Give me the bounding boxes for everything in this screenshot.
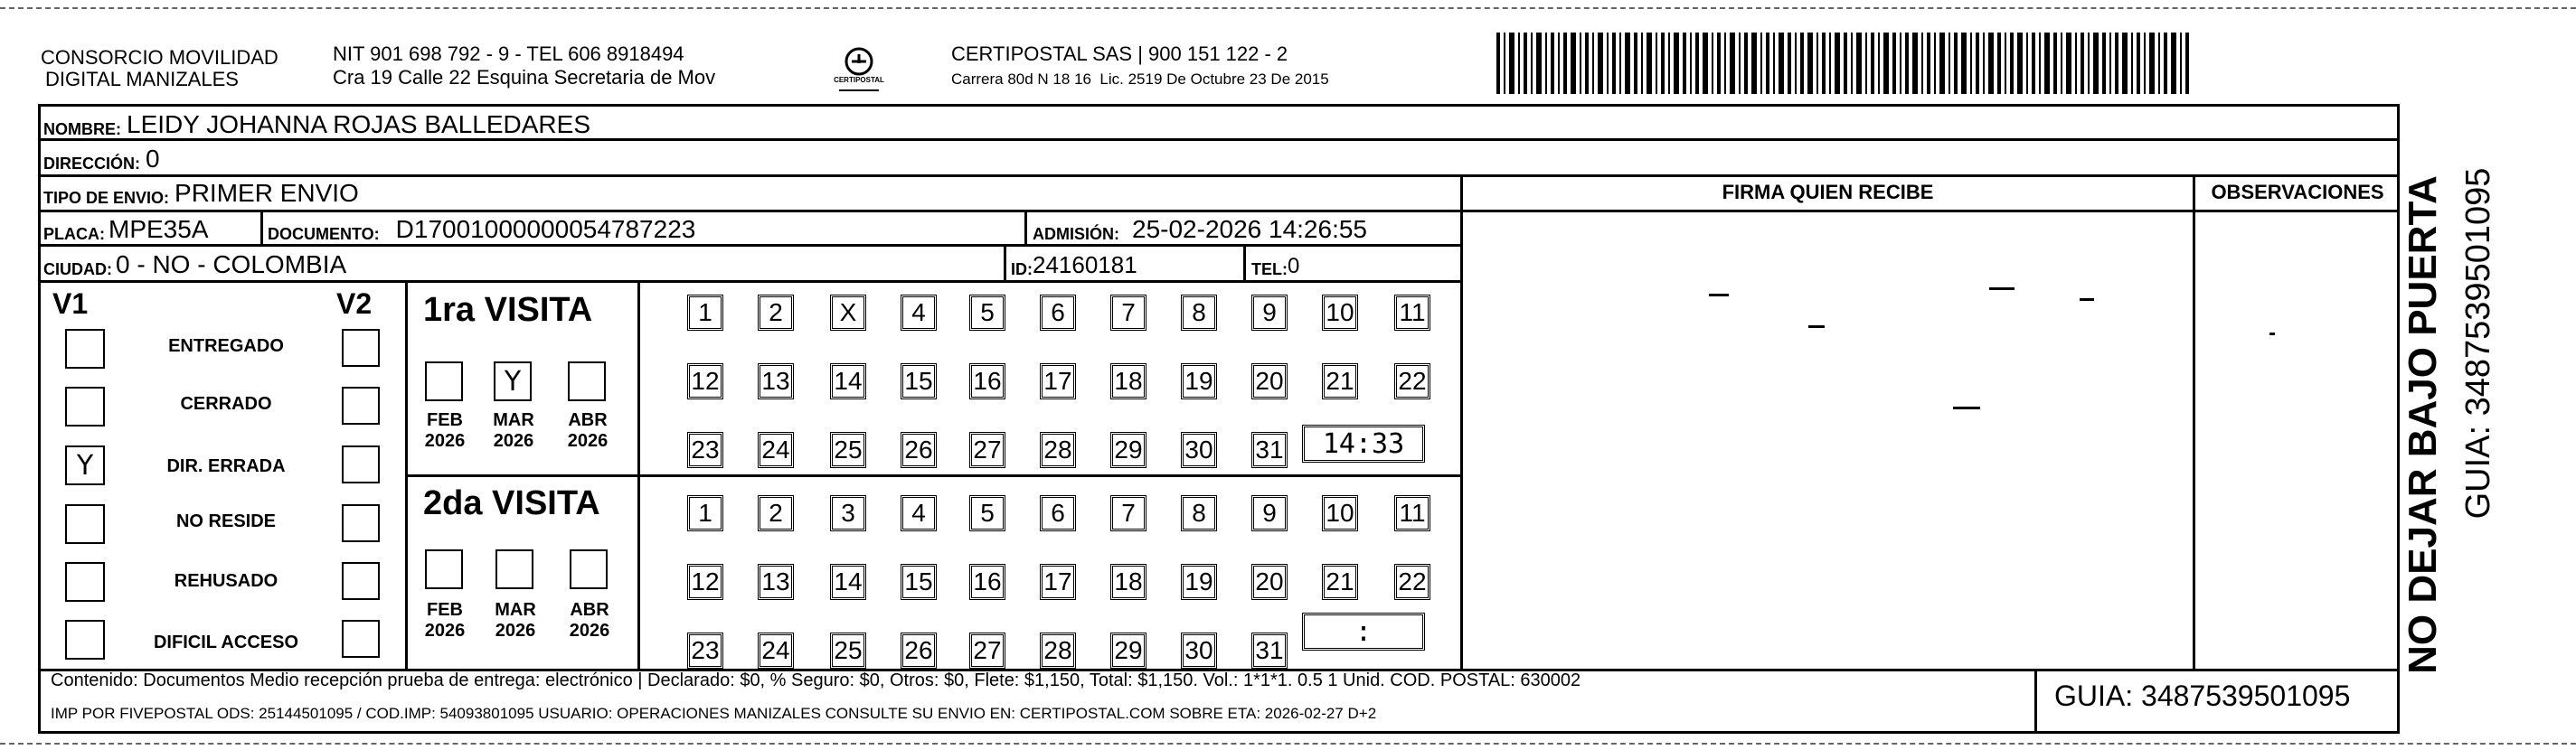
visita1-day-29[interactable]: 29 (1110, 432, 1146, 468)
visita2-month-feb[interactable] (425, 549, 463, 589)
visita2-day-6[interactable]: 6 (1040, 495, 1076, 531)
ciudad-field (43, 248, 346, 279)
visita2-day-3[interactable]: 3 (830, 495, 866, 531)
visita2-day-10[interactable]: 10 (1322, 495, 1358, 531)
visita1-day-3[interactable]: X (830, 295, 866, 331)
visita1-day-23[interactable]: 23 (687, 432, 723, 468)
visita2-day-8[interactable]: 8 (1181, 495, 1217, 531)
v1-rehusado-checkbox[interactable] (65, 562, 105, 602)
visita1-day-21[interactable]: 21 (1322, 363, 1358, 399)
visita1-day-5[interactable]: 5 (969, 295, 1005, 331)
visita1-day-11[interactable]: 11 (1394, 295, 1430, 331)
visita1-day-26[interactable]: 26 (901, 432, 937, 468)
company-nit: NIT 901 698 792 - 9 - TEL 606 8918494 (333, 42, 684, 65)
visita1-day-28[interactable]: 28 (1040, 432, 1076, 468)
footer-imp: IMP POR FIVEPOSTAL ODS: 25144501095 / COD.IMP: 54093801095 USUARIO: OPERACIONES MANIZALES CONSULTE SU ENVIO EN: CERTIPOSTAL.COM SOBRE ETA: 2026-02-27 D+2 (51, 705, 1377, 722)
visita2-day-19[interactable]: 19 (1181, 564, 1217, 600)
visita2-day-4[interactable]: 4 (901, 495, 937, 531)
v2-entregado-checkbox[interactable] (342, 329, 380, 367)
direccion-value: 0 (146, 145, 160, 173)
visita2-day-16[interactable]: 16 (969, 564, 1005, 600)
visita1-day-9[interactable]: 9 (1251, 295, 1288, 331)
visita2-day-20[interactable]: 20 (1251, 564, 1288, 600)
v2-dir-errada-checkbox[interactable] (342, 445, 380, 483)
admision-label: ADMISIÓN: (1033, 225, 1119, 243)
direccion-row (43, 143, 160, 173)
visita2-day-27[interactable]: 27 (969, 633, 1005, 669)
visita1-day-18[interactable]: 18 (1110, 363, 1146, 399)
tipo-envio-row (43, 177, 359, 208)
visita1-day-6[interactable]: 6 (1040, 295, 1076, 331)
visita2-day-23[interactable]: 23 (687, 633, 723, 669)
visita2-day-9[interactable]: 9 (1251, 495, 1288, 531)
visita2-day-1[interactable]: 1 (687, 495, 723, 531)
visita1-day-24[interactable]: 24 (758, 432, 794, 468)
v1-no-reside-checkbox[interactable] (65, 504, 105, 544)
visita1-day-12[interactable]: 12 (687, 363, 723, 399)
nombre-label: NOMBRE: (43, 120, 121, 138)
visita1-day-17[interactable]: 17 (1040, 363, 1076, 399)
visita2-day-17[interactable]: 17 (1040, 564, 1076, 600)
visita1-month-mar[interactable]: Y (494, 361, 532, 401)
visita2-month-mar-label: MAR 2026 (495, 600, 536, 641)
placa-field (43, 213, 209, 244)
visita2-month-feb-label: FEB 2026 (424, 600, 466, 641)
documento-value: D17001000000054787223 (395, 215, 696, 243)
v1-entregado-checkbox[interactable] (65, 329, 105, 369)
tipo-envio-value: PRIMER ENVIO (175, 179, 359, 207)
v2-dificil-acceso-checkbox[interactable] (342, 620, 380, 658)
visita2-month-mar[interactable] (495, 549, 533, 589)
visita2-day-13[interactable]: 13 (758, 564, 794, 600)
nombre-value: LEIDY JOHANNA ROJAS BALLEDARES (127, 110, 590, 138)
tel-label: TEL: (1251, 260, 1288, 278)
tel-field (1251, 248, 1299, 279)
visita1-day-14[interactable]: 14 (830, 363, 866, 399)
v2-no-reside-checkbox[interactable] (342, 504, 380, 542)
firma-header: FIRMA QUIEN RECIBE (1722, 181, 1934, 203)
placa-value: MPE35A (109, 215, 209, 243)
visita2-day-30[interactable]: 30 (1181, 633, 1217, 669)
courier-license: Carrera 80d N 18 16 Lic. 2519 De Octubre 23 De 2015 (951, 70, 1329, 88)
v2-cerrado-checkbox[interactable] (342, 387, 380, 425)
direccion-label: DIRECCIÓN: (43, 155, 140, 173)
v1-header: V1 (52, 287, 89, 320)
visita1-day-1[interactable]: 1 (687, 295, 723, 331)
visita1-month-abr-label: ABR 2026 (567, 410, 609, 451)
visita2-month-abr[interactable] (570, 549, 608, 589)
footer-contenido: Contenido: Documentos Medio recepción prueba de entrega: electrónico | Declarado: $0, % Seguro: $0, Otros: $0, Flete: $1,150, Total: $1,150. Vol.: 1*1*1. 0.5 1 Unid. COD. POSTAL: 630002 (51, 670, 1581, 690)
visita2-day-31[interactable]: 31 (1251, 633, 1288, 669)
barcode (1496, 33, 2220, 96)
placa-label: PLACA: (43, 225, 105, 243)
cut-line-bottom (0, 743, 2576, 745)
visita2-day-29[interactable]: 29 (1110, 633, 1146, 669)
documento-field (268, 213, 695, 244)
footer-guia: GUIA: 3487539501095 (2054, 680, 2351, 712)
visita2-title: 2da VISITA (423, 484, 600, 522)
courier-name: CERTIPOSTAL SAS | 900 151 122 - 2 (951, 42, 1288, 65)
v2-rehusado-checkbox[interactable] (342, 562, 380, 600)
visita2-day-22[interactable]: 22 (1394, 564, 1430, 600)
visita1-day-2[interactable]: 2 (758, 295, 794, 331)
id-label: ID: (1011, 260, 1033, 278)
visita2-day-5[interactable]: 5 (969, 495, 1005, 531)
visita2-day-15[interactable]: 15 (901, 564, 937, 600)
motivo-cerrado: CERRADO (180, 394, 272, 414)
visita1-month-feb-label: FEB 2026 (424, 410, 466, 451)
visita1-day-8[interactable]: 8 (1181, 295, 1217, 331)
admision-value: 25-02-2026 14:26:55 (1132, 215, 1367, 243)
visita1-month-abr[interactable] (568, 361, 606, 401)
visita2-month-abr-label: ABR 2026 (569, 600, 610, 641)
motivo-entregado: ENTREGADO (168, 336, 284, 356)
nombre-row (43, 107, 590, 139)
observaciones-header: OBSERVACIONES (2211, 181, 2384, 203)
visita2-day-14[interactable]: 14 (830, 564, 866, 600)
v2-header: V2 (336, 287, 373, 320)
visita1-day-10[interactable]: 10 (1322, 295, 1358, 331)
v1-dificil-acceso-checkbox[interactable] (65, 620, 105, 660)
no-dejar-bajo-puerta: NO DEJAR BAJO PUERTA (2401, 175, 2445, 674)
documento-label: DOCUMENTO: (268, 225, 380, 243)
visita1-month-mar-label: MAR 2026 (493, 410, 534, 451)
visita1-day-15[interactable]: 15 (901, 363, 937, 399)
visita1-day-7[interactable]: 7 (1110, 295, 1146, 331)
visita1-day-19[interactable]: 19 (1181, 363, 1217, 399)
visita2-day-7[interactable]: 7 (1110, 495, 1146, 531)
visita2-day-24[interactable]: 24 (758, 633, 794, 669)
v1-cerrado-checkbox[interactable] (65, 387, 105, 427)
visita2-day-2[interactable]: 2 (758, 495, 794, 531)
company-name-line2: DIGITAL MANIZALES (45, 68, 239, 90)
visita2-time[interactable]: : (1302, 613, 1425, 651)
tel-value: 0 (1288, 254, 1300, 278)
visita1-day-4[interactable]: 4 (901, 295, 937, 331)
id-value: 24160181 (1033, 251, 1137, 278)
admision-field (1033, 213, 1367, 244)
company-name-line1: CONSORCIO MOVILIDAD (41, 46, 278, 69)
visita1-day-31[interactable]: 31 (1251, 432, 1288, 468)
visita1-day-20[interactable]: 20 (1251, 363, 1288, 399)
motivo-dificil-acceso: DIFICIL ACCESO (153, 633, 298, 652)
visita1-day-25[interactable]: 25 (830, 432, 866, 468)
visita1-month-feb[interactable] (425, 361, 463, 401)
visita1-time[interactable]: 14:33 (1302, 425, 1425, 463)
v1-dir-errada-checkbox[interactable]: Y (65, 445, 105, 485)
visita1-day-22[interactable]: 22 (1394, 363, 1430, 399)
visita2-day-25[interactable]: 25 (830, 633, 866, 669)
visita2-day-12[interactable]: 12 (687, 564, 723, 600)
visita1-title: 1ra VISITA (423, 291, 593, 329)
visita1-day-13[interactable]: 13 (758, 363, 794, 399)
visita2-day-18[interactable]: 18 (1110, 564, 1146, 600)
side-guia: GUIA: 3487539501095 (2459, 167, 2497, 520)
visita2-day-11[interactable]: 11 (1394, 495, 1430, 531)
visita2-day-28[interactable]: 28 (1040, 633, 1076, 669)
visita2-day-21[interactable]: 21 (1322, 564, 1358, 600)
motivo-rehusado: REHUSADO (174, 571, 278, 591)
visita1-day-16[interactable]: 16 (969, 363, 1005, 399)
motivo-no-reside: NO RESIDE (175, 511, 277, 531)
cut-line-top (0, 7, 2576, 9)
motivo-dir-errada: DIR. ERRADA (166, 456, 286, 476)
tipo-envio-label: TIPO DE ENVIO: (43, 189, 170, 207)
certipostal-logo: CERTIPOSTAL (832, 43, 886, 98)
visita2-day-26[interactable]: 26 (901, 633, 937, 669)
visita1-day-30[interactable]: 30 (1181, 432, 1217, 468)
id-field (1011, 248, 1137, 279)
ciudad-label: CIUDAD: (43, 260, 112, 278)
ciudad-value: 0 - NO - COLOMBIA (116, 250, 347, 278)
company-address: Cra 19 Calle 22 Esquina Secretaria de Mov (333, 66, 716, 89)
visita1-day-27[interactable]: 27 (969, 432, 1005, 468)
